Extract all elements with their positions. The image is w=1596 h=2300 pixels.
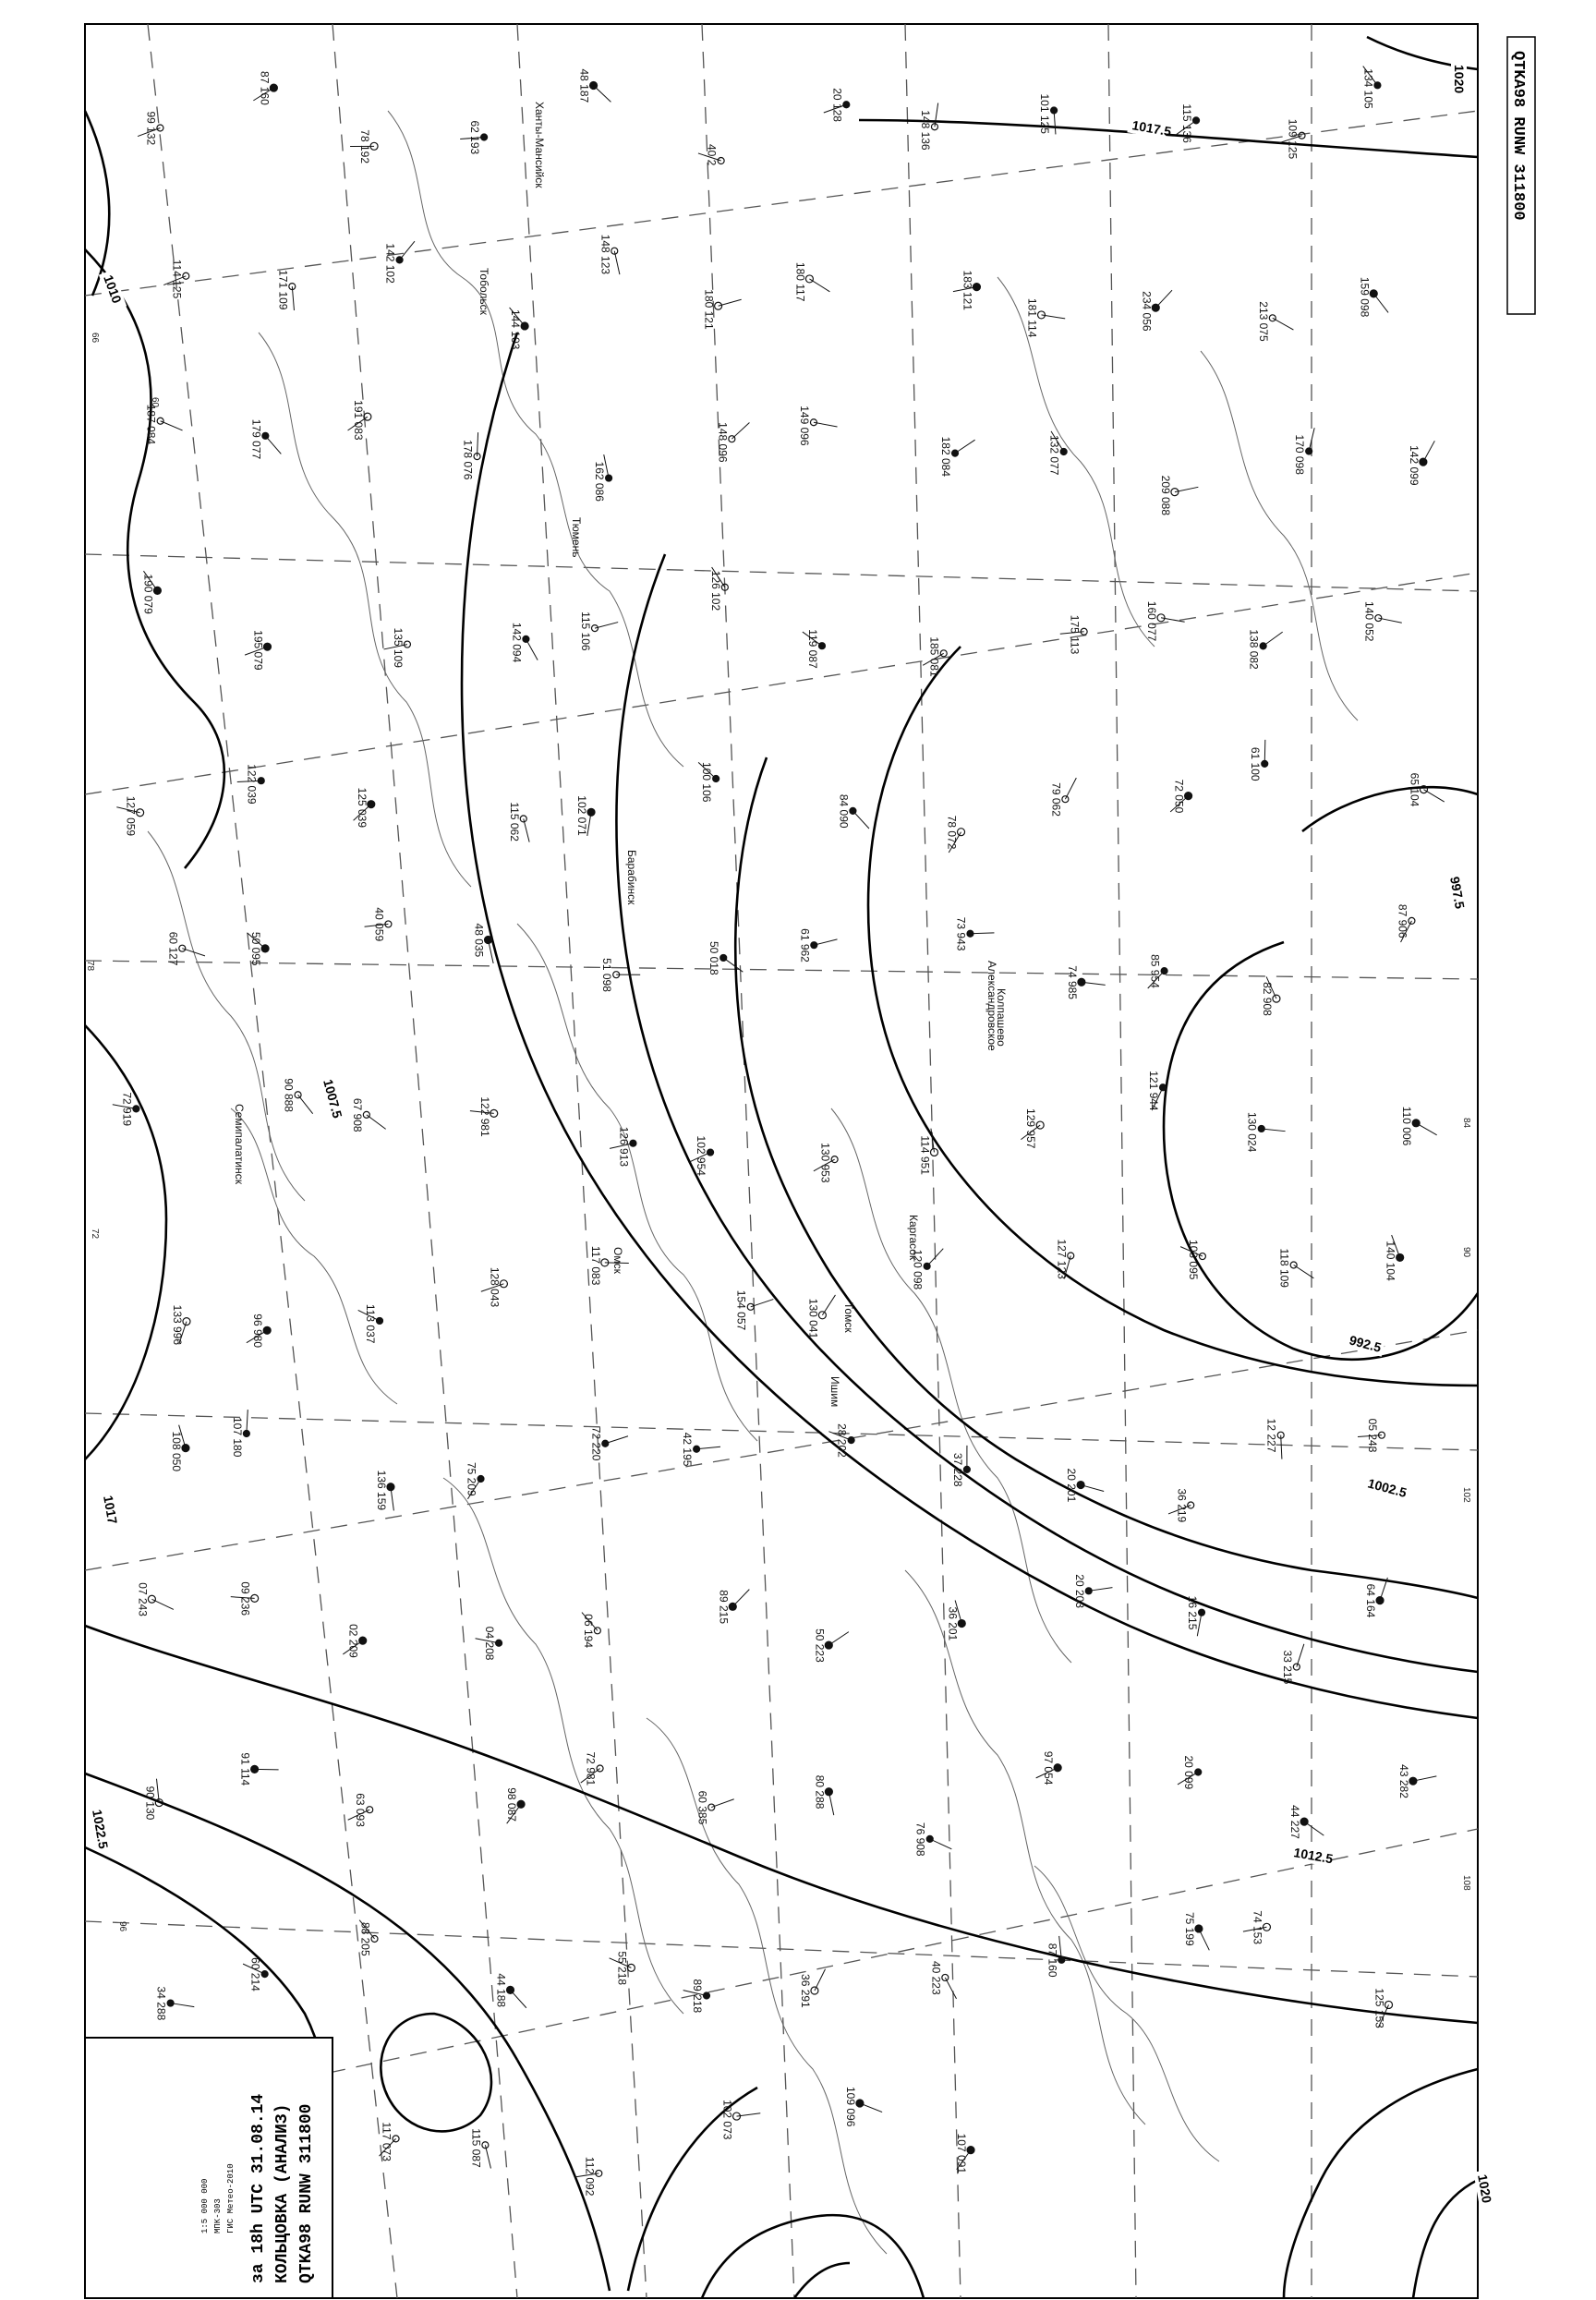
station-obs-value: 88 205: [358, 1921, 372, 1956]
station-obs-value: 04 208: [483, 1626, 497, 1661]
station-obs-value: 61 100: [1249, 746, 1263, 781]
header-title: QTKA98 RUNW 311800: [1509, 51, 1527, 221]
station-obs-value: 20 203: [1072, 1574, 1086, 1609]
station-obs-value: 87 160: [258, 71, 272, 105]
station-obs-value: 100 106: [700, 762, 714, 803]
station-obs-value: 191 083: [351, 400, 365, 441]
station-obs-value: 50 095: [249, 931, 263, 966]
city-name: Тюмень: [570, 517, 583, 558]
station-obs-value: 195 079: [251, 630, 265, 671]
legend-small-1: ГИС Метео-2010: [226, 2163, 236, 2233]
station-obs-value: 180 121: [702, 289, 716, 330]
station-obs-value: 62 193: [468, 120, 482, 155]
legend-small-3: 1:5 000 000: [200, 2178, 210, 2233]
station-obs-value: 79 062: [1049, 782, 1063, 817]
station-obs-value: 75 199: [1182, 1911, 1196, 1946]
edge-degree-mark: 108: [1461, 1875, 1471, 1891]
city-name: Ишим: [828, 1376, 841, 1408]
station-obs-value: 28 202: [835, 1423, 849, 1458]
station-obs-value: 51 098: [600, 958, 614, 992]
station-obs-value: 142 102: [383, 243, 397, 284]
station-obs-value: 37 228: [950, 1452, 964, 1487]
legend-box: [85, 2038, 332, 2298]
station-obs-value: 40 2: [705, 144, 719, 166]
legend-line-3: за 18h UTC 31.08.14: [249, 2093, 268, 2283]
station-obs-value: 179 077: [249, 418, 263, 460]
station-obs-value: 87 906: [1396, 903, 1409, 938]
station-obs-value: 119 087: [805, 629, 819, 669]
station-obs-value: 134 105: [1361, 68, 1375, 109]
station-obs-value: 89 215: [717, 1590, 731, 1625]
station-obs-value: 72 050: [1172, 779, 1186, 814]
station-obs-value: 144 103: [509, 309, 523, 350]
station-obs-value: 73 943: [954, 916, 968, 951]
station-obs-value: 187 084: [144, 404, 158, 445]
station-obs-value: 175 113: [1068, 614, 1082, 655]
station-obs-value: 101 125: [1038, 93, 1052, 134]
station-obs-value: 140 052: [1362, 601, 1376, 642]
station-obs-value: 130 953: [818, 1143, 832, 1183]
station-obs-value: 162 086: [593, 461, 607, 502]
city-name: Ханты-Мансийск: [533, 102, 546, 188]
station-obs-value: 160 077: [1145, 600, 1159, 642]
station-obs-value: 74 985: [1065, 965, 1079, 999]
station-obs-value: 42 195: [681, 1432, 695, 1467]
station-obs-value: 84 090: [837, 793, 851, 829]
station-obs-value: 125 039: [355, 787, 369, 829]
legend-line-2: КОЛЬЦОВКА (АНАЛИЗ): [273, 2103, 292, 2283]
station-obs-value: 159 098: [1358, 276, 1372, 318]
isobar-label: 1012.5: [1292, 1845, 1335, 1867]
station-obs-value: 108 050: [169, 1431, 183, 1472]
edge-degree-mark: 84: [1461, 1118, 1471, 1129]
station-obs-value: 181 114: [1025, 297, 1039, 338]
station-obs-value: 114 125: [170, 259, 184, 299]
isobar-label: 1007.5: [320, 1077, 345, 1120]
station-obs-value: 07 243: [136, 1582, 150, 1616]
station-obs-value: 117 083: [588, 1245, 602, 1286]
station-obs-value: 142 094: [510, 622, 524, 663]
edge-degree-mark: 72: [90, 1229, 100, 1240]
station-obs-value: 80 288: [813, 1774, 827, 1810]
station-obs-value: 154 057: [734, 1289, 748, 1331]
station-obs-value: 76 908: [913, 1822, 927, 1857]
station-obs-value: 120 098: [911, 1249, 925, 1290]
station-obs-value: 99 132: [144, 111, 158, 146]
station-obs-value: 90 888: [282, 1078, 296, 1112]
city-name: Тобольск: [478, 268, 490, 315]
station-obs-value: 114 951: [918, 1135, 932, 1175]
station-obs-value: 149 096: [797, 406, 811, 446]
station-obs-value: 82 908: [1260, 982, 1274, 1016]
station-obs-value: 50 018: [707, 940, 721, 975]
station-obs-value: 90 130: [143, 1786, 157, 1821]
station-obs-value: 171 109: [276, 270, 290, 310]
station-obs-value: 87 160: [1046, 1943, 1059, 1978]
station-obs-value: 20 099: [1182, 1755, 1196, 1790]
station-obs-value: 180 117: [793, 261, 807, 302]
station-obs-value: 72 919: [120, 1092, 134, 1127]
station-obs-value: 115 106: [579, 611, 593, 651]
isobar-label: 1020: [1475, 2173, 1495, 2205]
edge-degree-mark: 60: [150, 397, 160, 408]
station-obs-value: 75 209: [465, 1461, 478, 1496]
edge-degree-mark: 96: [117, 1921, 127, 1932]
city-name: Томск: [842, 1302, 855, 1333]
city-name: Александровское: [985, 961, 998, 1051]
legend-line-1: QTKA98 RUNW 311800: [297, 2103, 316, 2283]
station-obs-value: 06 194: [581, 1614, 595, 1649]
station-obs-value: 129 957: [1024, 1108, 1038, 1149]
isobar-label: 1017: [101, 1494, 121, 1526]
station-obs-value: 02 209: [346, 1624, 360, 1658]
station-obs-value: 138 082: [1247, 629, 1261, 670]
station-obs-value: 126 913: [617, 1126, 631, 1168]
station-obs-value: 43 282: [1396, 1764, 1410, 1798]
station-obs-value: 178 076: [461, 440, 475, 480]
station-obs-value: 126 102: [708, 570, 722, 611]
station-obs-value: 115 136: [1180, 103, 1194, 143]
station-obs-value: 110 006: [1400, 1106, 1414, 1146]
station-obs-value: 40 223: [929, 1960, 943, 1995]
station-obs-value: 148 136: [918, 110, 932, 151]
station-obs-value: 122 981: [478, 1096, 491, 1137]
station-obs-value: 130 041: [806, 1298, 820, 1339]
station-obs-value: 185 081: [927, 636, 941, 677]
station-obs-value: 148 096: [716, 422, 730, 463]
station-obs-value: 109 096: [843, 2087, 857, 2127]
station-obs-value: 234 056: [1140, 291, 1154, 332]
isobar-label: 1020: [1452, 65, 1467, 94]
isobar-label: 1017.5: [1130, 117, 1173, 139]
station-obs-value: 63 093: [354, 1793, 368, 1827]
station-obs-value: 09 236: [238, 1581, 252, 1616]
station-obs-value: 74 153: [1251, 1910, 1264, 1944]
station-obs-value: 16 215: [1186, 1595, 1200, 1630]
edge-degree-mark: 78: [85, 961, 95, 972]
station-obs-value: 67 908: [350, 1097, 364, 1132]
station-obs-value: 118 109: [1277, 1248, 1291, 1288]
station-obs-value: 44 227: [1288, 1805, 1302, 1839]
edge-degree-mark: 90: [1461, 1247, 1471, 1258]
station-obs-value: 107 180: [230, 1417, 244, 1458]
station-obs-value: 135 109: [391, 627, 405, 668]
station-obs-value: 44 188: [494, 1973, 508, 2008]
station-obs-value: 60 385: [695, 1790, 709, 1825]
station-obs-value: 125 153: [1372, 1988, 1386, 2028]
edge-degree-mark: 102: [1461, 1487, 1471, 1503]
station-obs-value: 140 104: [1384, 1241, 1397, 1281]
station-obs-value: 55 218: [615, 1951, 629, 1986]
station-obs-value: 36 219: [1175, 1488, 1189, 1523]
station-obs-value: 36 291: [798, 1974, 812, 2008]
city-name: Семипалатинск: [233, 1104, 246, 1184]
station-obs-value: 98 087: [505, 1787, 519, 1822]
station-obs-value: 183 121: [961, 270, 974, 310]
station-obs-value: 89 218: [690, 1979, 704, 2014]
city-name: Барабинск: [625, 850, 638, 905]
station-obs-value: 122 039: [245, 764, 259, 805]
station-obs-value: 127 059: [124, 795, 138, 837]
station-obs-value: 102 071: [575, 795, 589, 836]
station-obs-value: 213 075: [1256, 301, 1270, 342]
station-obs-value: 48 187: [577, 68, 591, 103]
isobar-label: 1010: [101, 272, 125, 306]
station-obs-value: 170 098: [1293, 434, 1307, 475]
station-obs-value: 182 084: [939, 436, 953, 478]
wind-barb: [1264, 740, 1265, 764]
station-obs-value: 148 123: [598, 234, 612, 275]
station-obs-value: 72 220: [589, 1426, 603, 1461]
station-obs-value: 107 091: [955, 2133, 969, 2174]
station-obs-value: 48 035: [472, 923, 486, 958]
station-obs-value: 64 164: [1364, 1583, 1378, 1618]
legend-small-2: МПК-303: [213, 2198, 223, 2233]
station-obs-value: 115 087: [469, 2128, 483, 2168]
station-obs-value: 103 095: [1186, 1240, 1200, 1280]
station-obs-value: 60 214: [248, 1957, 262, 1991]
station-obs-value: 36 201: [946, 1606, 960, 1641]
station-obs-value: 50 223: [813, 1628, 827, 1663]
station-obs-value: 190 079: [141, 574, 155, 614]
station-obs-value: 33 215: [1280, 1650, 1294, 1685]
isobar-label: 997.5: [1447, 875, 1468, 911]
station-obs-value: 61 962: [798, 928, 812, 962]
station-obs-value: 117 073: [380, 2122, 393, 2161]
city-name: Колпашево: [995, 988, 1008, 1047]
station-obs-value: 96 980: [251, 1313, 265, 1349]
station-obs-value: 133 996: [170, 1304, 184, 1346]
station-obs-value: 60 127: [166, 931, 180, 966]
city-name: Омск: [611, 1247, 624, 1274]
station-obs-value: 20 128: [830, 88, 844, 122]
station-obs-value: 136 159: [374, 1470, 388, 1511]
isobar-label: 1022.5: [90, 1808, 112, 1850]
station-obs-value: 40 059: [372, 907, 386, 942]
station-obs-value: 102 073: [720, 2100, 734, 2140]
isobar-label: 1002.5: [1366, 1475, 1409, 1500]
station-obs-value: 34 288: [154, 1986, 168, 2021]
station-obs-value: 91 114: [238, 1752, 252, 1786]
header: [1507, 37, 1535, 314]
city-name: Каргасок: [907, 1215, 920, 1261]
station-obs-value: 20 201: [1065, 1468, 1079, 1503]
station-obs-value: 97 054: [1042, 1750, 1056, 1786]
station-obs-value: 115 062: [507, 802, 521, 841]
station-obs-value: 142 099: [1407, 445, 1421, 486]
station-obs-value: 78 072: [945, 815, 959, 850]
station-obs-value: 121 944: [1147, 1071, 1161, 1111]
station-obs-value: 12 227: [1264, 1418, 1278, 1453]
edge-degree-mark: 66: [90, 333, 100, 344]
station-obs-value: 112 092: [583, 2156, 597, 2197]
station-obs-value: 209 088: [1158, 475, 1172, 516]
station-obs-value: 128 043: [488, 1266, 502, 1308]
station-obs-value: 78 192: [358, 129, 372, 164]
station-obs-value: 132 077: [1047, 435, 1061, 476]
station-obs-value: 85 954: [1148, 954, 1162, 988]
station-obs-value: 127 123: [1055, 1239, 1069, 1279]
station-obs-value: 113 037: [364, 1303, 378, 1344]
station-obs-value: 72 981: [584, 1751, 598, 1786]
isobar-label: 992.5: [1348, 1332, 1384, 1355]
station-obs-value: 109 125: [1286, 118, 1300, 160]
station-obs-value: 130 024: [1245, 1111, 1259, 1153]
station-obs-value: 65 104: [1408, 772, 1421, 807]
station-obs-value: 102 954: [695, 1135, 708, 1176]
station-obs-value: 05 243: [1365, 1418, 1379, 1453]
